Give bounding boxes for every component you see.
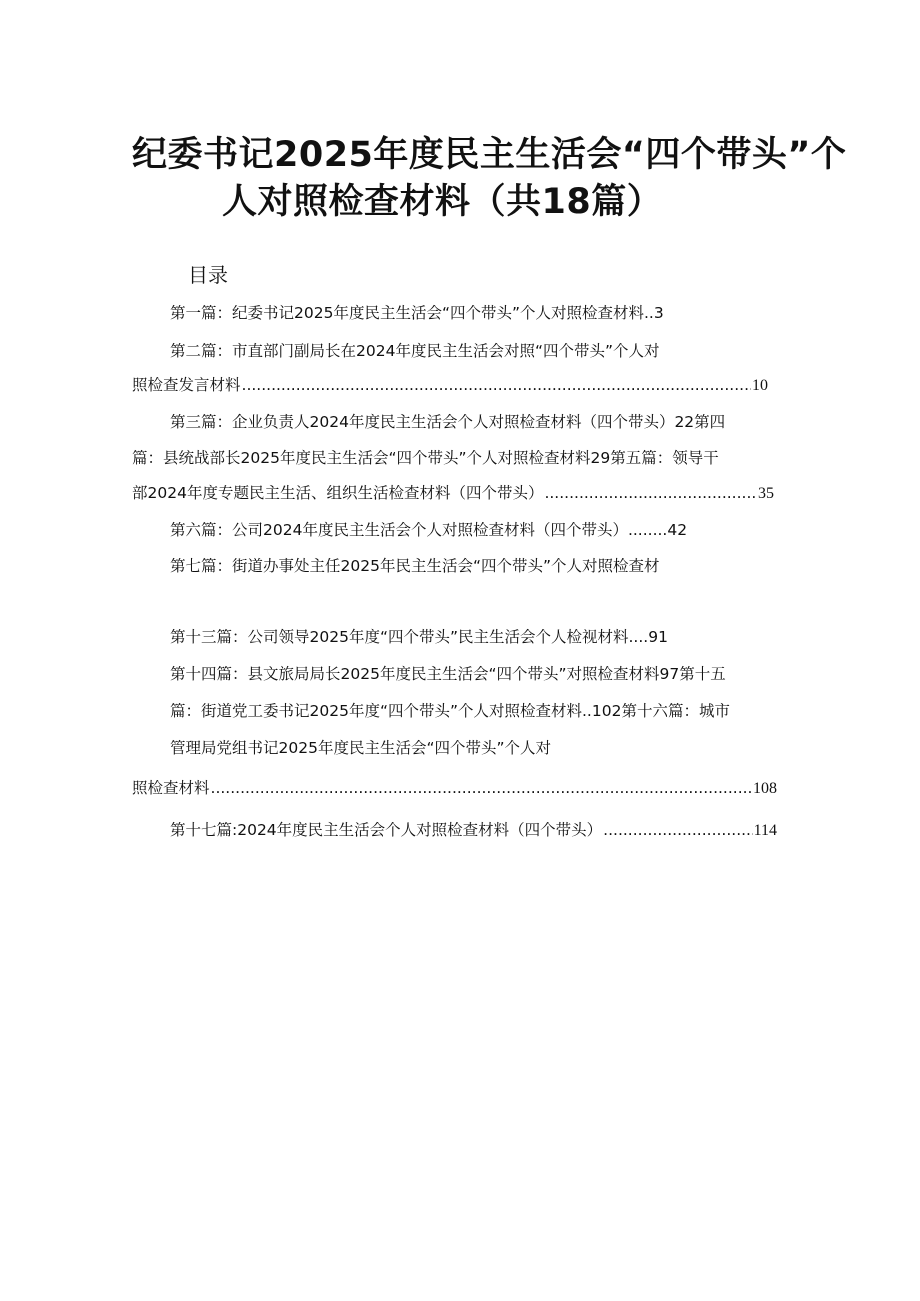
toc-leader-dots xyxy=(544,481,757,505)
toc-entry-16-line-2 xyxy=(132,776,777,801)
toc-heading: 目录 xyxy=(188,263,228,287)
toc-entry-5-line xyxy=(132,481,774,506)
toc-entry-17 xyxy=(170,818,777,843)
toc-entry-1: 第一篇：纪委书记2025年度民主生活会“四个带头”个人对照检查材料..3 xyxy=(170,304,664,322)
toc-page-number: 114 xyxy=(753,822,777,839)
toc-entry-2-text: 照检查发言材料 xyxy=(132,376,241,394)
toc-entry-3-line-2: 篇：县统战部长2025年度民主生活会“四个带头”个人对照检查材料29第五篇：领导干 xyxy=(132,449,719,467)
toc-leader-dots xyxy=(603,818,752,842)
toc-entry-2-line-1: 第二篇：市直部门副局长在2024年度民主生活会对照“四个带头”个人对 xyxy=(170,342,660,360)
toc-entry-16-text: 照检查材料 xyxy=(132,779,210,797)
toc-entry-14-line-2: 篇：街道党工委书记2025年度“四个带头”个人对照检查材料..102第十六篇：城市 xyxy=(170,702,730,720)
toc-leader-dots xyxy=(211,776,752,800)
toc-page-number: 108 xyxy=(753,780,777,797)
toc-entry-14-line-1: 第十四篇：县文旅局局长2025年度民主生活会“四个带头”对照检查材料97第十五 xyxy=(170,665,726,683)
toc-entry-17-text: 第十七篇:2024年度民主生活会个人对照检查材料（四个带头） xyxy=(170,821,603,839)
toc-entry-6: 第六篇：公司2024年度民主生活会个人对照检查材料（四个带头）........42 xyxy=(170,521,688,539)
toc-page-number: 35 xyxy=(758,485,774,502)
document-title-line-1: 纪委书记2025年度民主生活会“四个带头”个 xyxy=(132,135,847,175)
toc-entry-16-line-1: 管理局党组书记2025年度民主生活会“四个带头”个人对 xyxy=(170,739,552,757)
toc-page-number: 10 xyxy=(752,377,768,394)
toc-leader-dots xyxy=(242,373,751,397)
toc-entry-13: 第十三篇：公司领导2025年度“四个带头”民主生活会个人检视材料....91 xyxy=(170,628,668,646)
toc-entry-7: 第七篇：街道办事处主任2025年民主生活会“四个带头”个人对照检查材 xyxy=(170,557,660,575)
toc-entry-2-line-2 xyxy=(132,373,768,398)
document-title-line-2: 人对照检查材料（共18篇） xyxy=(222,182,663,222)
toc-entry-5-text: 部2024年度专题民主生活、组织生活检查材料（四个带头） xyxy=(132,484,544,502)
toc-entry-3-line-1: 第三篇：企业负责人2024年度民主生活会个人对照检查材料（四个带头）22第四 xyxy=(170,413,726,431)
